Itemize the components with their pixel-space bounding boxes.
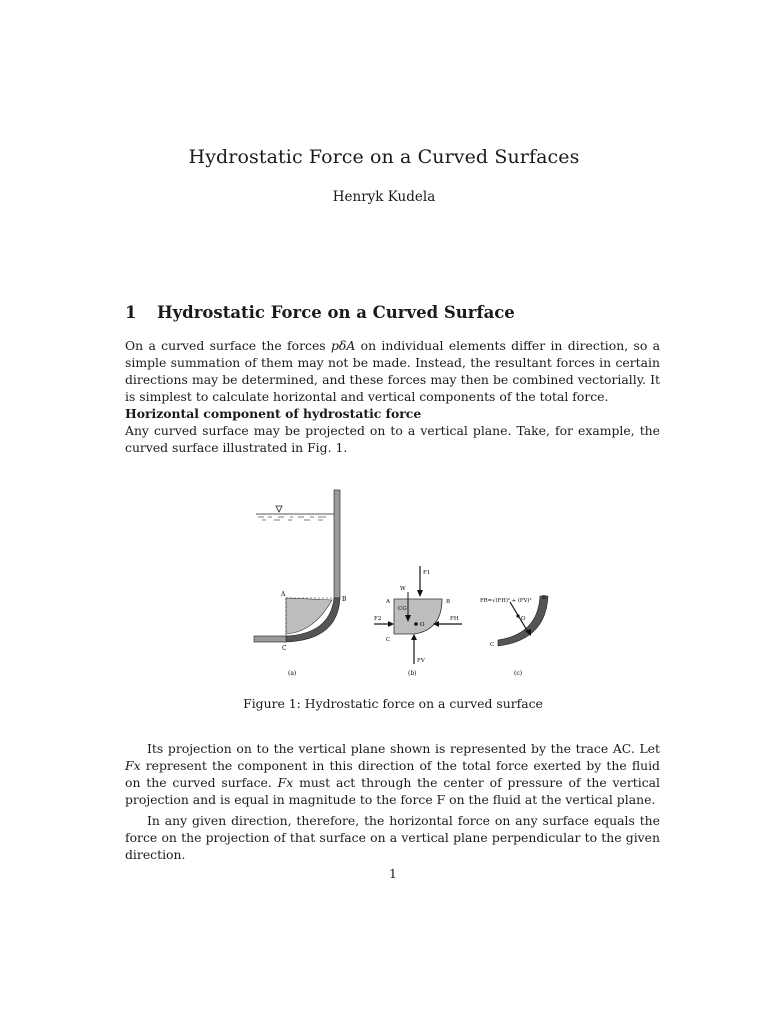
intro-paragraph: [125, 337, 660, 456]
label-f2: F2: [374, 616, 382, 622]
label-c-b: C: [386, 637, 391, 643]
panel-a-label: (a): [288, 670, 297, 677]
panel-b-label: (b): [408, 670, 417, 677]
projection-paragraph: [125, 740, 660, 808]
figure-caption: Figure 1: Hydrostatic force on a curved surface: [243, 696, 543, 711]
label-a: A: [281, 591, 286, 598]
label-o-c: O: [521, 616, 526, 622]
label-w: W: [400, 586, 406, 592]
free-surface-icon: [276, 506, 282, 512]
para2-text-3: must act through the center of pressure of the vertical projection and is equal in magnitude to the force F on the fluid at the vertical plane.: [125, 775, 660, 807]
label-cg: CG: [398, 606, 407, 612]
para2-text-2: represent the component in this direction of the total force exerted by the fluid on the curved surface.: [125, 758, 660, 790]
panel-b-diagram: [374, 566, 462, 677]
panel-c-label: (c): [514, 670, 523, 677]
panel-a-diagram: [254, 490, 347, 677]
label-b-c: B: [542, 595, 547, 601]
label-b: B: [342, 596, 347, 603]
label-f1: F1: [423, 570, 431, 576]
section-number: 1: [125, 303, 137, 322]
page-number: 1: [389, 866, 397, 881]
figure-1: [248, 484, 558, 680]
section-heading: [125, 303, 685, 322]
horizontal-force-paragraph: In any given direction, therefore, the horizontal force on any surface equals the force on the projection of that surface on a vertical plane perpendicular to the given direction.: [125, 813, 660, 862]
figure-diagram: [248, 484, 558, 680]
vertical-wall: [334, 490, 340, 598]
label-a-b: A: [386, 599, 390, 605]
author-name: Henryk Kudela: [332, 189, 436, 205]
point-o-c: [516, 614, 519, 617]
label-b-b: B: [446, 599, 451, 605]
intro-text-1: On a curved surface the forces: [125, 338, 331, 353]
point-o: [414, 622, 418, 626]
panel-c-diagram: [480, 595, 548, 677]
label-c: C: [282, 645, 287, 652]
intro-text-3: Any curved surface may be projected on to a vertical plane. Take, for example, the curved surface illustrated in Fig. 1.: [125, 423, 660, 455]
label-fh: FH: [450, 616, 459, 622]
math-fx-1: Fx: [125, 758, 141, 773]
math-fx-2: Fx: [277, 775, 294, 790]
label-c-c: C: [490, 642, 495, 648]
para2-text-1: Its projection on to the vertical plane shown is represented by the trace AC. Let: [147, 741, 660, 756]
section-title: Hydrostatic Force on a Curved Surface: [157, 303, 515, 322]
fluid-element: [394, 599, 442, 634]
intro-text-2: on individual elements differ in direction, so a simple summation of them may not be made. Instead, the resultant forces in certain directions may be determined, and these forces may then be combined vectorially. It is simplest to calculate horizontal and vertical components of the total force.: [125, 338, 660, 404]
bottom-plate: [254, 636, 286, 642]
label-fv: FV: [417, 658, 425, 664]
math-p-delta-a: pδA: [331, 338, 356, 353]
label-fr-formula: FR=√(FH)² + (FV)²: [480, 598, 532, 604]
subheading-horizontal-component: Horizontal component of hydrostatic force: [125, 406, 422, 421]
label-o: O: [420, 622, 425, 628]
paper-title: Hydrostatic Force on a Curved Surfaces: [188, 146, 580, 168]
